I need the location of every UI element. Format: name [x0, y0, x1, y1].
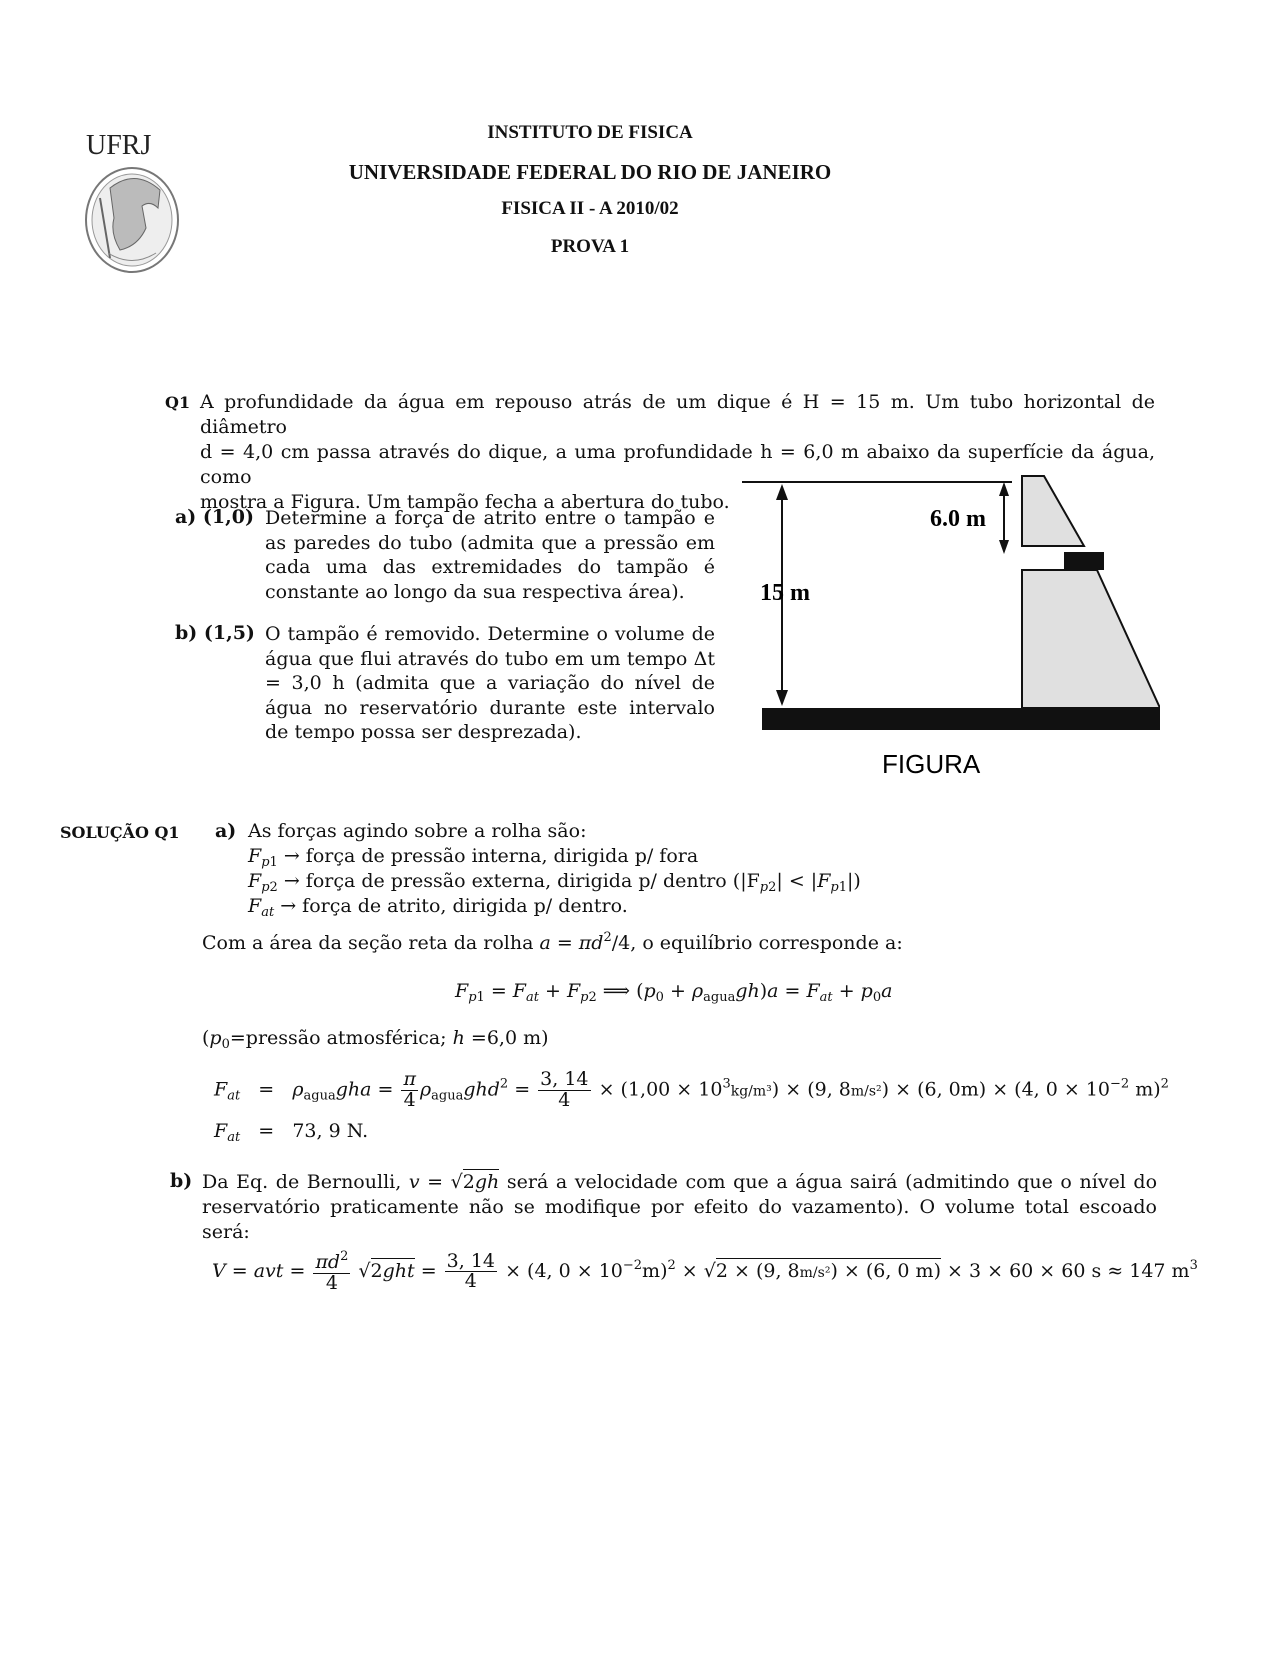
p0-note: ($p_0=pressão$ atmosférica; h =6,0 m)	[202, 1027, 549, 1052]
h-note: =6,0 m)	[470, 1027, 549, 1049]
solution-b-text: Da Eq. de Bernoulli, v = √2gh será a velocidade com que a água sairá (admitindo que o nível do reservatório praticamente não se modifique por efeito do vazamento). O volume total escoado será:	[202, 1171, 1158, 1243]
friction-force-result: $F_{at} = 73$, 9 N.	[214, 1120, 369, 1145]
figure-caption: FIGURA	[882, 749, 981, 779]
logo-text: UFRJ	[86, 130, 152, 161]
q1-line-2: d = 4,0 cm passa através do dique, a uma profundidade h = 6,0 m abaixo da superfície da água, como	[200, 441, 1155, 488]
b-text-1: Da Eq. de Bernoulli,	[202, 1171, 402, 1193]
force-3-text: → força de atrito, dirigida p/ dentro.	[280, 895, 628, 917]
university-title: UNIVERSIDADE FEDERAL DO RIO DE JANEIRO	[348, 160, 832, 184]
depth-arrow-top	[999, 482, 1009, 496]
upper-dam-block	[1022, 476, 1084, 546]
volume-result: ≈ 147 m	[1107, 1259, 1190, 1282]
dam-figure	[742, 468, 1160, 783]
q1-b-text: O tampão é removido. Determine o volume de água que flui através do tubo em um tempo Δt = 3,0 h (admita que a variação do nível de água no reservatório durante este intervalo de tempo possa ser desprezada).	[265, 623, 715, 743]
area-text: Com a área da seção reta da rolha	[202, 932, 534, 954]
depth-arrow-bottom	[999, 540, 1009, 554]
area-tail: , o equilíbrio corresponde a:	[630, 932, 903, 954]
exam-title: PROVA 1	[550, 236, 630, 257]
b-text-3: reservatório praticamente não se modifique por efeito do vazamento). O volume total escoado será:	[202, 1196, 1157, 1243]
solution-b-label: b)	[170, 1170, 193, 1192]
force-friction: $F_{at}$ → força de atrito, dirigida p/ dentro.	[248, 895, 628, 920]
force-1-text: → força de pressão interna, dirigida p/ fora	[283, 845, 699, 867]
solution-a-label: a)	[215, 820, 237, 842]
force-pressure-external: $F_{p2}$ → força de pressão externa, dirigida p/ dentro $(|F_{p2}| < |F_{p1}|)$	[248, 870, 861, 895]
p0-note-text: =pressão atmosférica;	[229, 1027, 447, 1049]
q1-a-text: Determine a força de atrito entre o tampão e as paredes do tubo (admita que a pressão em cada uma das extremidades do tampão é constante ao longo da sua respectiva área).	[265, 507, 715, 603]
calc-values: × (1,00 × 10	[598, 1078, 723, 1101]
fat-result: 73, 9 N.	[292, 1120, 369, 1142]
equilibrium-equation: $F_{p1} = F_{at} + F_{p2}$ ⟹ $(p_0 + \rho_{agua}gh)a = F_{at} + p_0a$	[455, 980, 893, 1005]
force-2-text: → força de pressão externa, dirigida p/ dentro (|F	[283, 870, 760, 892]
depth-label: 6.0 m	[930, 506, 986, 532]
plug	[1064, 552, 1104, 570]
height-label: 15 m	[760, 580, 810, 606]
force-pressure-internal: $F_{p1}$ → força de pressão interna, dirigida p/ fora	[248, 845, 699, 870]
solution-a-intro: As forças agindo sobre a rolha são:	[248, 820, 587, 842]
solution-label: SOLUÇÃO Q1	[60, 823, 180, 842]
volume-equation: V = avt = $\frac{\pi d^2}{4}$ √2ght = $\frac{3, 14}{4}$ × (4, $0 \times 10^{-2}m)^2 \times √2 \times (9$, 8m/s²) × (6, 0 m) × 3 × 60 × 60 s ≈ 147 $m^3$	[212, 1249, 1198, 1294]
q1-line-3: mostra a Figura. Um tampão fecha a abertura do tubo.	[200, 491, 730, 513]
height-arrow-bottom	[776, 690, 788, 706]
area-statement: Com a área da seção reta da rolha $a = \pi d^2/4$, o equilíbrio corresponde a:	[202, 930, 903, 954]
institute-title: INSTITUTO DE FISICA	[487, 122, 693, 143]
q1-line-1: A profundidade da água em repouso atrás de um dique é H = 15 m. Um tubo horizontal de diâmetro	[200, 391, 1155, 438]
course-title: FISICA II - A 2010/02	[501, 198, 679, 219]
q1-a-label: a) (1,0)	[175, 506, 254, 528]
q1-b-label: b) (1,5)	[175, 622, 255, 644]
lower-dam-block	[1022, 570, 1160, 708]
b-text-2: será a velocidade com que a água sairá (admitindo que o nível do	[506, 1171, 1158, 1193]
ground	[762, 708, 1160, 730]
q1-label: Q1	[165, 393, 191, 412]
friction-force-equation: $F_{at} = \rho_{agua}gha$ = $\frac{\pi}{4}$ $\rho_{agua}ghd^2$ = $\frac{3, 14}{4}$ × $(1,00 \times 10^3kg/m^3) \times (9$, 8m/s²) × (6, 0m) × (4, $0 \times 10^{-2}$ m)$^2$	[214, 1068, 1169, 1111]
height-arrow-top	[776, 484, 788, 500]
